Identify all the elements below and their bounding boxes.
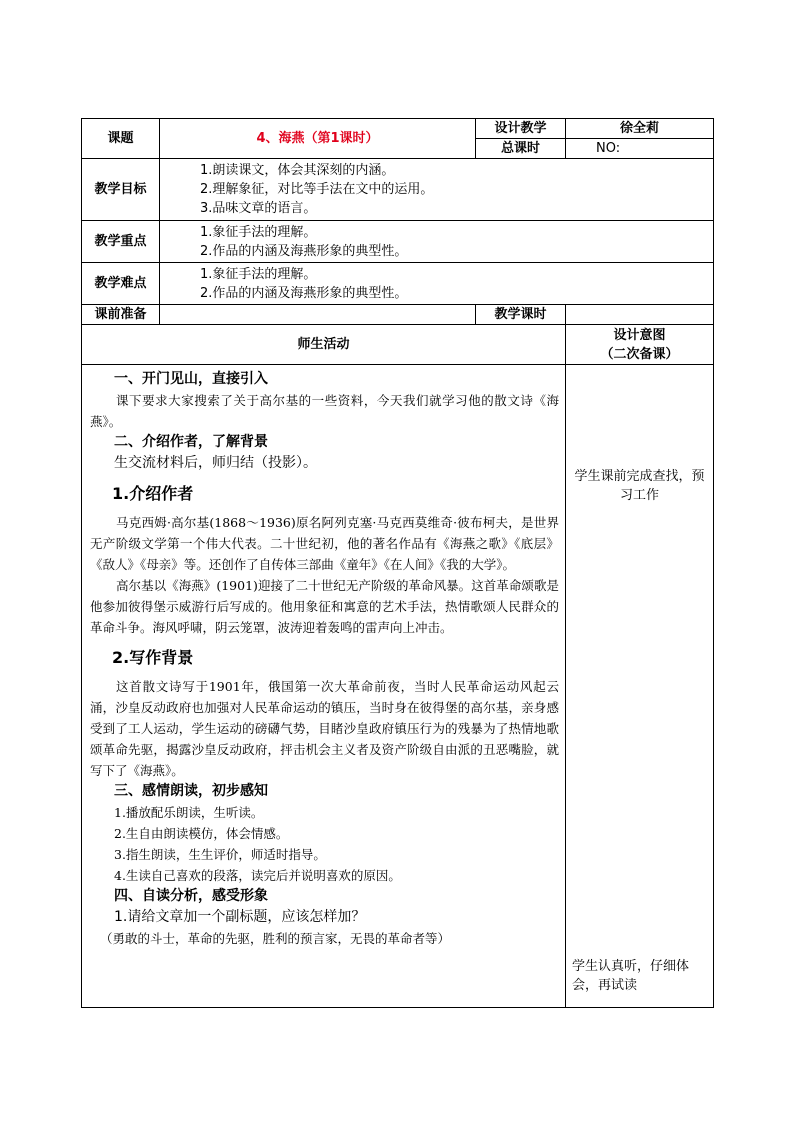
total-hours-label: 总课时	[476, 139, 566, 159]
difficulties-label: 教学难点	[82, 263, 160, 305]
lesson-number: NO:	[566, 139, 714, 159]
designer-name: 徐全莉	[566, 119, 714, 139]
section3-title: 三、感情朗读，初步感知	[114, 783, 268, 799]
key-point-item: 1.象征手法的理解。	[200, 224, 317, 240]
hours-label: 教学课时	[476, 305, 566, 325]
difficulty-item: 1.象征手法的理解。	[200, 266, 317, 282]
subsection-background-title: 2.写作背景	[112, 648, 194, 667]
goal-item: 2.理解象征，对比等手法在文中的运用。	[200, 182, 434, 197]
subsection-author-title: 1.介绍作者	[112, 484, 194, 503]
lesson-plan-table	[81, 118, 714, 1008]
intent-header-line1: 设计意图	[613, 327, 666, 343]
activity-content	[82, 365, 566, 1008]
hours-value	[566, 305, 714, 325]
intent-header	[566, 325, 714, 365]
goals-list	[160, 159, 714, 221]
section1-title: 一、开门见山，直接引入	[114, 371, 268, 387]
goals-label: 教学目标	[82, 159, 160, 221]
section2-text: 生交流材料后，师归结（投影）。	[114, 455, 317, 471]
side-note-2: 学生认真听，仔细体会，再试读	[572, 959, 690, 993]
section3-item: 3.指生朗读，生生评价，师适时指导。	[114, 847, 326, 862]
background-paragraph: 这首散文诗写于1901年，俄国第一次大革命前夜，当时人民革命运动风起云涌，沙皇反动政府也加强对人民革命运动的镇压，当时身在彼得堡的高尔基，亲身感受到了工人运动，学生运动的磅礴气势，目睹沙皇政府镇压行为的残暴为了热情地歌颂革命先驱，揭露沙皇反动政府，抨击机会主义者及资产阶级自由派的丑恶嘴脸，就写下了《海燕》。	[90, 679, 559, 778]
topic-label: 课题	[82, 119, 160, 159]
section3-item: 4.生读自己喜欢的段落，读完后并说明喜欢的原因。	[114, 868, 401, 883]
prep-value	[160, 305, 476, 325]
side-note-1: 学生课前完成查找，预习工作	[574, 469, 705, 503]
section3-item: 1.播放配乐朗读，生听读。	[114, 805, 264, 820]
key-points-label: 教学重点	[82, 221, 160, 263]
section4-title: 四、自读分析，感受形象	[114, 888, 268, 904]
difficulties-list	[160, 263, 714, 305]
design-intent-column	[566, 365, 714, 1008]
section3-item: 2.生自由朗读模仿，体会情感。	[114, 826, 289, 841]
section4-question: 1.请给文章加一个副标题，应该怎样加？	[114, 909, 366, 925]
key-point-item: 2.作品的内涵及海燕形象的典型性。	[200, 243, 408, 259]
intent-header-line2: （二次备课）	[600, 346, 679, 362]
author-paragraph-1: 马克西姆·高尔基(1868～1936)原名阿列克塞·马克西莫维奇·彼布柯夫，是世界无产阶级文学第一个伟大代表。二十世纪初，他的著名作品有《海燕之歌》《底层》《敌人》《母亲》等。还创作了自传体三部曲《童年》《在人间》《我的大学》。	[90, 515, 559, 572]
author-paragraph-2: 高尔基以《海燕》(1901)迎接了二十世纪无产阶级的革命风暴。这首革命颂歌是他参加彼得堡示威游行后写成的。他用象征和寓意的艺术手法，热情歌颂人民群众的革命斗争。海风呼啸，阴云笼罩，波涛迎着轰鸣的雷声向上冲击。	[90, 578, 559, 635]
lesson-title: 4、海燕（第1课时）	[160, 119, 476, 159]
difficulty-item: 2.作品的内涵及海燕形象的典型性。	[200, 285, 408, 301]
section4-answer: （勇敢的斗士，革命的先驱，胜利的预言家，无畏的革命者等）	[100, 931, 451, 946]
goal-item: 3.品味文章的语言。	[200, 201, 317, 216]
goal-item: 1.朗读课文，体会其深刻的内涵。	[200, 163, 395, 178]
designer-label: 设计教学	[476, 119, 566, 139]
section1-text: 课下要求大家搜索了关于高尔基的一些资料，今天我们就学习他的散文诗《海燕》。	[90, 393, 559, 429]
key-points-list	[160, 221, 714, 263]
prep-label: 课前准备	[82, 305, 160, 325]
section2-title: 二、介绍作者，了解背景	[114, 434, 268, 450]
activity-header: 师生活动	[82, 325, 566, 365]
